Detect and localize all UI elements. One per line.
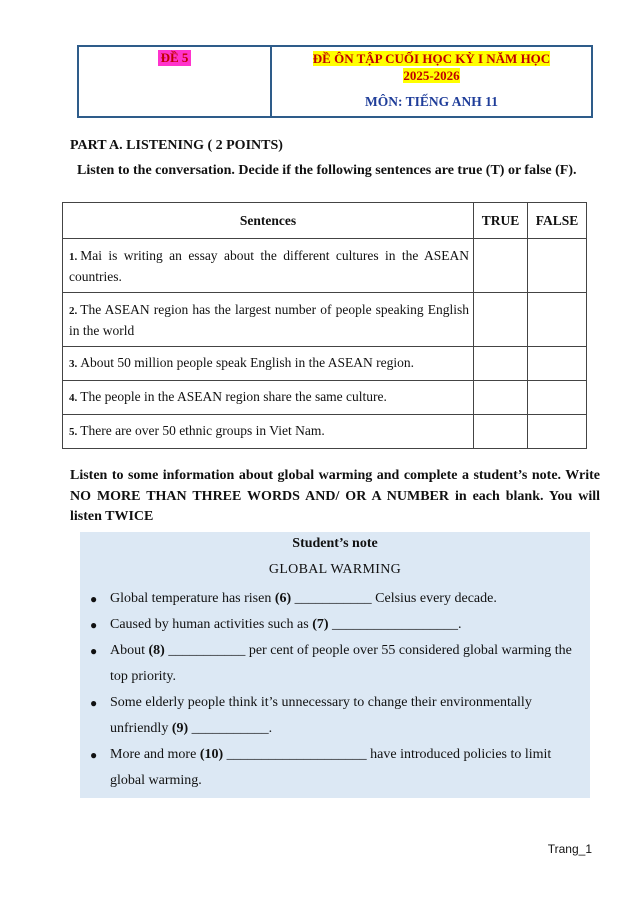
- sentence-number: 5.: [69, 426, 78, 438]
- bullet-icon: ●: [90, 592, 98, 606]
- sentence-text: About 50 million people speak English in the ASEAN region.: [80, 355, 414, 370]
- part-a-title: PART A. LISTENING ( 2 POINTS): [70, 138, 283, 153]
- col-header-true: TRUE: [474, 203, 528, 239]
- note-text: have introduced policies to limit global warming.: [110, 747, 552, 788]
- true-cell[interactable]: [474, 381, 528, 415]
- false-cell[interactable]: [528, 381, 587, 415]
- sentence-number: 4.: [69, 392, 78, 404]
- note-text: .: [458, 617, 462, 632]
- sentence-cell: [63, 293, 474, 347]
- question-number: (9): [171, 721, 189, 736]
- table-row: [63, 381, 587, 415]
- exam-title: [272, 50, 591, 84]
- false-cell[interactable]: [528, 415, 587, 449]
- answer-blank[interactable]: ___________: [291, 591, 376, 606]
- note-title: Student’s note: [292, 536, 378, 551]
- answer-blank[interactable]: ___________: [188, 721, 269, 736]
- answer-blank[interactable]: __________________: [328, 617, 459, 632]
- bullet-icon: ●: [90, 696, 98, 710]
- note-heading: GLOBAL WARMING: [268, 562, 402, 577]
- note-text: per cent of people over 55 considered global warming the top priority.: [110, 643, 572, 684]
- note-text: Caused by human activities such as: [110, 617, 313, 632]
- exam-code: ĐỀ 5: [158, 50, 192, 66]
- part-b-instruction: Listen to some information about global warming and complete a student’s note. Write NO MORE THAN THREE WORDS AND/ OR A NUMBER in each blank. You will listen TWICE: [70, 468, 600, 524]
- student-note-box: [80, 532, 590, 798]
- note-text: .: [268, 721, 273, 736]
- question-number: (10): [199, 747, 224, 762]
- page-number: Trang_1: [547, 842, 592, 856]
- bullet-icon: ●: [90, 748, 98, 762]
- note-list: [80, 586, 590, 794]
- true-false-table: [62, 202, 587, 449]
- sentence-cell: [63, 415, 474, 449]
- answer-blank[interactable]: ___________: [164, 643, 249, 658]
- note-text: About: [110, 643, 149, 658]
- sentence-text: The people in the ASEAN region share the same culture.: [80, 389, 387, 404]
- table-row: [63, 347, 587, 381]
- header-left-cell: [79, 47, 272, 116]
- answer-blank[interactable]: ____________________: [223, 747, 371, 762]
- question-number: (8): [148, 643, 165, 658]
- list-item: [80, 742, 590, 794]
- col-header-false: FALSE: [528, 203, 587, 239]
- note-text: Some elderly people think it’s unnecessary to change their environmentally unfriendly: [110, 695, 532, 736]
- bullet-icon: ●: [90, 644, 98, 658]
- question-number: (6): [274, 591, 292, 606]
- table-row: [63, 239, 587, 293]
- false-cell[interactable]: [528, 347, 587, 381]
- header-box: [77, 45, 593, 118]
- sentence-number: 3.: [69, 358, 78, 370]
- false-cell[interactable]: [528, 239, 587, 293]
- sentence-cell: [63, 381, 474, 415]
- false-cell[interactable]: [528, 293, 587, 347]
- exam-title-line2: 2025-2026: [403, 68, 460, 83]
- note-text: Global temperature has risen: [110, 591, 275, 606]
- list-item: [80, 690, 590, 742]
- sentence-number: 2.: [69, 304, 78, 317]
- table-row: [63, 293, 587, 347]
- table-row: [63, 415, 587, 449]
- exam-title-line1: ĐỀ ÔN TẬP CUỐI HỌC KỲ I NĂM HỌC: [312, 51, 551, 66]
- list-item: [80, 586, 590, 612]
- note-text: More and more: [110, 747, 200, 762]
- true-cell[interactable]: [474, 347, 528, 381]
- sentence-number: 1.: [69, 250, 78, 263]
- header-right-cell: [272, 47, 591, 116]
- part-a-instruction: Listen to the conversation. Decide if the following sentences are true (T) or false (F).: [77, 163, 577, 178]
- list-item: [80, 612, 590, 638]
- list-item: [80, 638, 590, 690]
- question-number: (7): [312, 617, 329, 632]
- col-header-sentences: Sentences: [63, 203, 474, 239]
- note-text: Celsius every decade.: [375, 591, 497, 606]
- true-cell[interactable]: [474, 415, 528, 449]
- sentence-text: Mai is writing an essay about the different cultures in the ASEAN countries.: [69, 247, 470, 284]
- true-cell[interactable]: [474, 239, 528, 293]
- table-header-row: [63, 203, 587, 239]
- sentence-text: The ASEAN region has the largest number of people speaking English in the world: [69, 301, 470, 338]
- true-cell[interactable]: [474, 293, 528, 347]
- sentence-text: There are over 50 ethnic groups in Viet Nam.: [80, 423, 325, 438]
- bullet-icon: ●: [90, 618, 98, 632]
- sentence-cell: [63, 347, 474, 381]
- sentence-cell: [63, 239, 474, 293]
- subject-label: MÔN: TIẾNG ANH 11: [365, 94, 498, 109]
